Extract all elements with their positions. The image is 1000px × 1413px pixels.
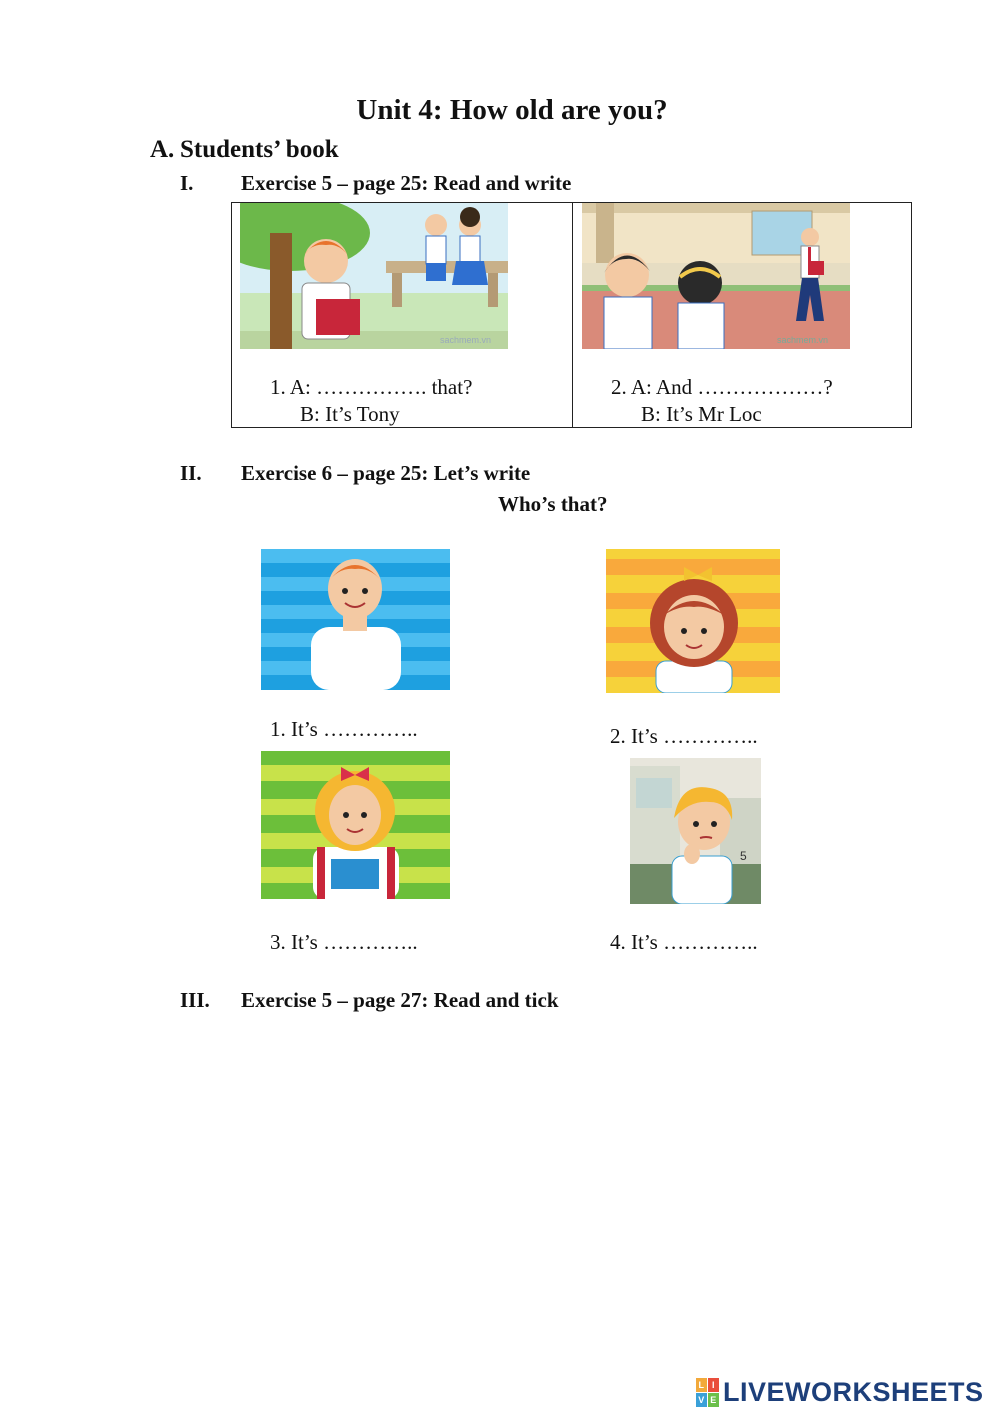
watermark-2: sachmem.vn: [777, 335, 829, 345]
section-a-number: A.: [150, 136, 175, 163]
section-a-heading: [150, 136, 339, 164]
ex1-item1-question: 1. A: ……………. that?: [270, 375, 473, 399]
portrait-girl-yellow: [606, 549, 780, 693]
logo-text: LIVEWORKSHEETS: [723, 1377, 984, 1407]
portrait-girl-green: [261, 751, 450, 899]
building-sign-number: 5: [740, 849, 747, 863]
exercise-1-number: I.: [180, 171, 194, 195]
section-a-label: Students’ book: [180, 136, 339, 163]
picture-mr-loc: [582, 203, 850, 349]
ex2-answer-2: 2. It’s …………..: [610, 724, 758, 748]
logo-mark-icon: L I V E: [696, 1378, 719, 1407]
exercise-2-number: II.: [180, 461, 202, 485]
portrait-boy-thinking: [630, 758, 761, 904]
exercise-3-label: Exercise 5 – page 27: Read and tick: [241, 988, 559, 1012]
exercise-2-subtitle: Who’s that?: [498, 492, 608, 516]
exercise-1-label: Exercise 5 – page 25: Read and write: [241, 171, 572, 195]
picture-boy-reading: [240, 203, 508, 349]
exercise-1-table: [231, 202, 912, 428]
ex1-item1-answer: B: It’s Tony: [300, 402, 400, 426]
exercise-2-label: Exercise 6 – page 25: Let’s write: [241, 461, 531, 485]
ex1-item2-answer: B: It’s Mr Loc: [641, 402, 762, 426]
ex2-answer-3: 3. It’s …………..: [270, 930, 418, 954]
ex2-answer-4: 4. It’s …………..: [610, 930, 758, 954]
portrait-boy-blue: [261, 549, 450, 690]
table-divider: [572, 203, 573, 427]
ex1-item2-question: 2. A: And ………………?: [611, 375, 833, 399]
ex2-answer-1: 1. It’s …………..: [270, 717, 418, 741]
exercise-3-number: III.: [180, 988, 210, 1012]
page-title: Unit 4: How old are you?: [356, 94, 668, 126]
liveworksheets-logo: [696, 1377, 984, 1408]
watermark-1: sachmem.vn: [440, 335, 492, 345]
